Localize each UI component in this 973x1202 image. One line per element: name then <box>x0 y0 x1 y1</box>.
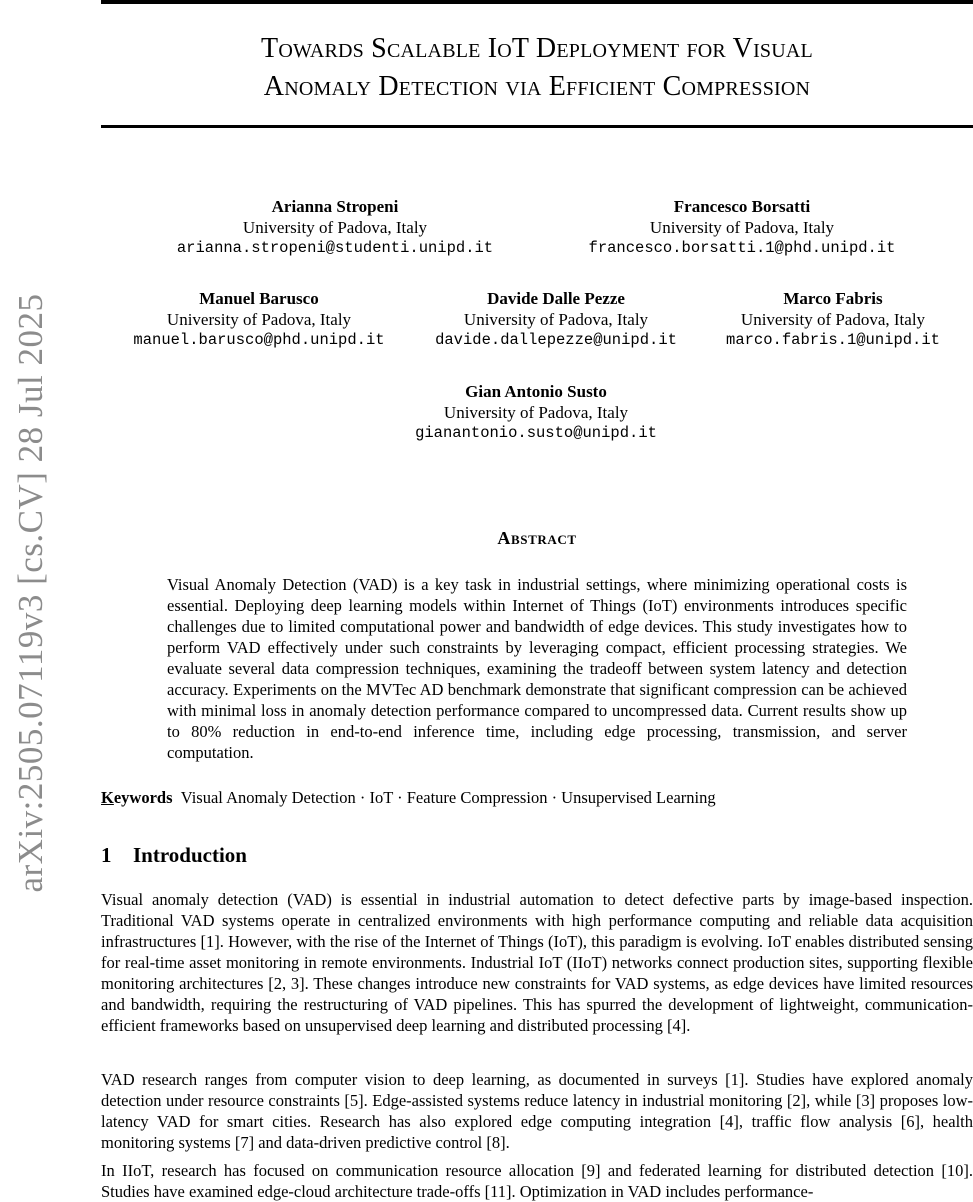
author-name: Davide Dalle Pezze <box>487 289 625 308</box>
author-block <box>145 196 525 259</box>
author-block <box>552 196 932 259</box>
author-name: Marco Fabris <box>783 289 883 308</box>
keywords-label-initial: K <box>101 788 114 807</box>
author-email[interactable]: gianantonio.susto@unipd.it <box>415 424 657 442</box>
author-email[interactable]: davide.dallepezze@unipd.it <box>435 331 677 349</box>
author-affiliation: University of Padova, Italy <box>740 310 926 329</box>
paragraph: Visual anomaly detection (VAD) is essential in industrial automation to detect defective parts by image-based inspection. Traditional VAD systems operate in centralized environments with high performance computing and reliable data acquisition infrastructures [1]. However, with the rise of the Internet of Things (IoT), this paradigm is evolving. IoT enables distributed sensing for real-time asset monitoring in remote environments. Industrial IoT (IIoT) networks connect production sites, supporting flexible monitoring architectures [2, 3]. These changes introduce new constraints for VAD systems, as edge devices have limited resources and bandwidth, requiring the restructuring of VAD pipelines. This has spurred the development of lightweight, communication-efficient frameworks based on unsupervised deep learning and distributed processing [4]. <box>101 890 973 1035</box>
paragraph: In IIoT, research has focused on communication resource allocation [9] and federated learning for distributed detection [10]. Studies have examined edge-cloud architecture trade-offs [11]. Optimization in VAD includes performance- <box>101 1161 973 1201</box>
author-affiliation: University of Padova, Italy <box>649 218 835 237</box>
title-line-1: Towards Scalable IoT Deployment for Visual <box>261 33 813 64</box>
arxiv-stamp-text: arXiv:2505.07119v3 [cs.CV] 28 Jul 2025 <box>11 293 50 893</box>
author-name: Manuel Barusco <box>199 289 319 308</box>
author-email[interactable]: arianna.stropeni@studenti.unipd.it <box>176 239 494 257</box>
section-heading <box>101 843 247 868</box>
author-email[interactable]: marco.fabris.1@unipd.it <box>726 331 940 349</box>
keywords-line <box>101 787 973 808</box>
author-block <box>346 381 726 444</box>
section-title: Introduction <box>133 843 247 867</box>
paper-title <box>101 30 973 106</box>
keywords-label <box>101 788 173 807</box>
author-affiliation: University of Padova, Italy <box>463 310 649 329</box>
author-email[interactable]: manuel.barusco@phd.unipd.it <box>133 331 385 349</box>
abstract-text: Visual Anomaly Detection (VAD) is a key task in industrial settings, where minimizing operational costs is essential. Deploying deep learning models within Internet of Things (IoT) environments introduces specific challenges due to limited computational power and bandwidth of edge devices. This study investigates how to perform VAD effectively under such constraints by leveraging compact, efficient processing strategies. We evaluate several data compression techniques, examining the tradeoff between system latency and detection accuracy. Experiments on the MVTec AD benchmark demonstrate that significant compression can be achieved with minimal loss in anomaly detection performance compared to uncompressed data. Current results show up to 80% reduction in end-to-end inference time, including edge processing, transmission, and server computation. <box>167 575 907 762</box>
author-block <box>693 288 973 351</box>
top-rule <box>101 0 973 4</box>
author-name: Gian Antonio Susto <box>465 382 607 401</box>
keywords-text: Visual Anomaly Detection · IoT · Feature Compression · Unsupervised Learning <box>180 788 716 807</box>
author-block <box>366 288 746 351</box>
author-affiliation: University of Padova, Italy <box>443 403 629 422</box>
title-line-2: Anomaly Detection via Efficient Compression <box>263 71 811 102</box>
paragraph: VAD research ranges from computer vision to deep learning, as documented in surveys [1]. Studies have explored anomaly detection under resource constraints [5]. Edge-assisted systems reduce latency in industrial monitoring [2], while [3] proposes low-latency VAD for smart cities. Research has also explored edge computing integration [4], traffic flow analysis [6], health monitoring systems [7] and data-driven predictive control [8]. <box>101 1070 973 1152</box>
keywords-label-rest: eywords <box>113 788 173 807</box>
title-rule <box>101 125 973 128</box>
author-affiliation: University of Padova, Italy <box>166 310 352 329</box>
author-email[interactable]: francesco.borsatti.1@phd.unipd.it <box>588 239 896 257</box>
author-affiliation: University of Padova, Italy <box>242 218 428 237</box>
section-number: 1 <box>101 843 112 867</box>
author-name: Arianna Stropeni <box>271 197 399 216</box>
author-name: Francesco Borsatti <box>673 197 811 216</box>
abstract-heading: Abstract <box>497 528 577 548</box>
